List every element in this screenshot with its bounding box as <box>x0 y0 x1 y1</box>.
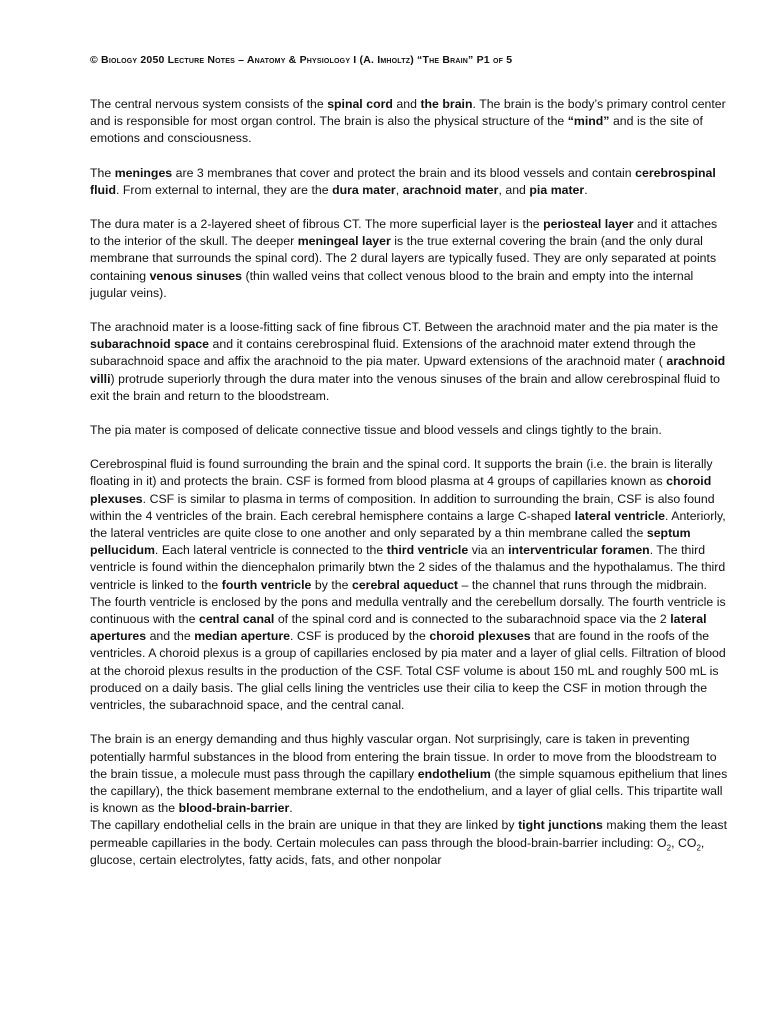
text-run: and <box>392 97 421 111</box>
text-run: , glucose, certain electrolytes, fatty acids, fats, and other nonpolar <box>90 835 705 867</box>
bold-term: pia mater <box>529 182 585 197</box>
text-run: , CO <box>671 835 697 850</box>
bold-term: central canal <box>199 612 275 627</box>
bold-term: periosteal layer <box>543 217 634 232</box>
paragraph <box>90 731 728 817</box>
paragraph <box>90 216 728 302</box>
text-run: of the spinal cord and is connected to the subarachnoid space via the 2 <box>274 612 671 627</box>
paragraph <box>90 422 728 439</box>
text-run: Cerebrospinal fluid is found surrounding the brain and the spinal cord. It supports the brain (i.e. the brain is literally floating in it) and protects the brain. CSF is formed from blood plasma at 4 groups of capillaries known as <box>90 457 713 489</box>
bold-term: endothelium <box>417 766 491 781</box>
bold-term: choroid plexuses <box>429 629 531 644</box>
text-run: by the <box>311 577 352 592</box>
text-run: The arachnoid mater is a loose-fitting sack of fine fibrous CT. Between the arachnoid mater and the pia mater is the <box>90 320 719 335</box>
bold-term: dura mater <box>332 182 396 197</box>
paragraph <box>90 165 728 199</box>
text-run: , <box>395 182 403 197</box>
text-run: The <box>90 165 115 180</box>
bold-term: tight junctions <box>518 818 603 833</box>
text-run: The capillary endothelial cells in the brain are unique in that they are linked by <box>90 818 519 833</box>
text-run: , and <box>498 182 530 197</box>
bold-term: cerebral aqueduct <box>351 577 459 592</box>
text-run: . The brain is the body’s primary control center and is responsible for most organ control. The brain is also the physical structure of the <box>90 97 726 129</box>
bold-term: “mind” <box>567 114 610 129</box>
text-run: The brain is an energy demanding and thus highly vascular organ. Not surprisingly, care is taken in preventing potentially harmful substances in the blood from entering the brain tissue. In order to move from the bloodstream to the brain tissue, a molecule must pass through the capillary <box>90 732 717 781</box>
text-run: ) protrude superiorly through the dura mater into the venous sinuses of the brain and allow cerebrospinal fluid to exit the brain and return to the bloodstream. <box>90 371 720 403</box>
bold-term: cerebrospinal fluid <box>90 165 716 197</box>
bold-term: fourth ventricle <box>221 577 312 592</box>
text-run: . CSF is produced by the <box>290 629 430 644</box>
bold-term: lateral apertures <box>90 612 707 644</box>
text-run: via an <box>468 543 509 558</box>
bold-term: venous sinuses <box>149 268 242 283</box>
subscript-text: 2 <box>666 842 672 852</box>
bold-term: third ventricle <box>386 543 469 558</box>
document-body <box>90 96 728 869</box>
bold-term: subarachnoid space <box>90 337 210 352</box>
text-run: The dura mater is a 2-layered sheet of fibrous CT. The more superficial layer is the <box>90 217 544 232</box>
bold-term: arachnoid mater <box>402 182 499 197</box>
text-run: (thin walled veins that collect venous blood to the brain and empty into the internal jugular veins). <box>90 268 694 300</box>
text-run: . Anteriorly, the lateral ventricles are quite close to one another and only separated by a thin membrane called the <box>90 508 726 541</box>
bold-term: septum pellucidum <box>90 526 691 558</box>
text-run: and it contains cerebrospinal fluid. Extensions of the arachnoid mater extend through the subarachnoid space and affix the arachnoid to the pia mater. Upward extensions of the arachnoid mater ( <box>90 337 696 369</box>
bold-term: median aperture <box>194 629 290 644</box>
text-run: are 3 membranes that cover and protect the brain and its blood vessels and contain <box>172 165 636 180</box>
paragraph <box>90 456 728 714</box>
bold-term: spinal cord <box>327 97 393 111</box>
text-run: . CSF is similar to plasma in terms of composition. In addition to surrounding the brain, CSF is also found within the 4 ventricles of the brain. Each cerebral hemisphere contains a large C-shaped <box>90 491 715 523</box>
text-run: . From external to internal, they are the <box>115 182 333 197</box>
text-run: is the true external covering the brain (and the only dural membrane that surrounds the spinal cord). The 2 dural layers are typically fused. They are only separated at points containing <box>90 234 717 283</box>
text-run: – the channel that runs through the midbrain. The fourth ventricle is enclosed by the pons and medulla ventrally and the cerebellum dorsally. The fourth ventricle is continuous with the <box>90 577 726 627</box>
paragraph <box>90 319 728 405</box>
bold-term: interventricular foramen <box>508 543 650 558</box>
text-run: The central nervous system consists of the <box>90 97 328 111</box>
text-run: and is the site of emotions and consciousness. <box>90 114 703 146</box>
paragraph <box>90 96 728 148</box>
bold-term: lateral ventricle <box>574 508 665 523</box>
text-run: The pia mater is composed of delicate connective tissue and blood vessels and clings tightly to the brain. <box>90 423 662 438</box>
text-run: (the simple squamous epithelium that lines the capillary), the thick basement membrane external to the endothelium, and a layer of glial cells. This tripartite wall is known as the <box>90 766 728 816</box>
bold-term: meningeal layer <box>297 234 391 249</box>
bold-term: meninges <box>114 165 173 180</box>
page-header: © Biology 2050 Lecture Notes – Anatomy & Physiology I (A. Imholtz) “The Brain” P1 of 5 <box>90 54 513 66</box>
text-run: and the <box>146 629 195 644</box>
text-run: . <box>289 801 293 816</box>
text-run: making them the least permeable capillaries in the body. Certain molecules can pass through the blood-brain-barrier including: O <box>90 818 727 850</box>
paragraph <box>90 817 728 869</box>
text-run: . Each lateral ventricle is connected to the <box>154 543 387 558</box>
text-run: . <box>584 182 588 197</box>
text-run: . The third ventricle is found within the diencephalon primarily btwn the 2 sides of the thalamus and the hypothalamus. The third ventricle is linked to the <box>90 543 726 592</box>
bold-term: blood-brain-barrier <box>178 801 290 816</box>
bold-term: the brain <box>420 97 473 111</box>
subscript-text: 2 <box>696 842 701 852</box>
text-run: that are found in the roofs of the ventricles. A choroid plexus is a group of capillaries enclosed by pia mater and a layer of glial cells. Filtration of blood at the choroid plexus results in the production of the CSF. Total CSF volume is about 150 mL and roughly 500 mL is produced on a daily basis. The glial cells lining the ventricles use their cilia to keep the CSF in motion through the ventricles, the subarachnoid space, and the central canal. <box>90 629 726 713</box>
text-run: and it attaches to the interior of the skull. The deeper <box>90 217 718 249</box>
bold-term: choroid plexuses <box>90 474 712 506</box>
bold-term: arachnoid villi <box>90 354 726 386</box>
